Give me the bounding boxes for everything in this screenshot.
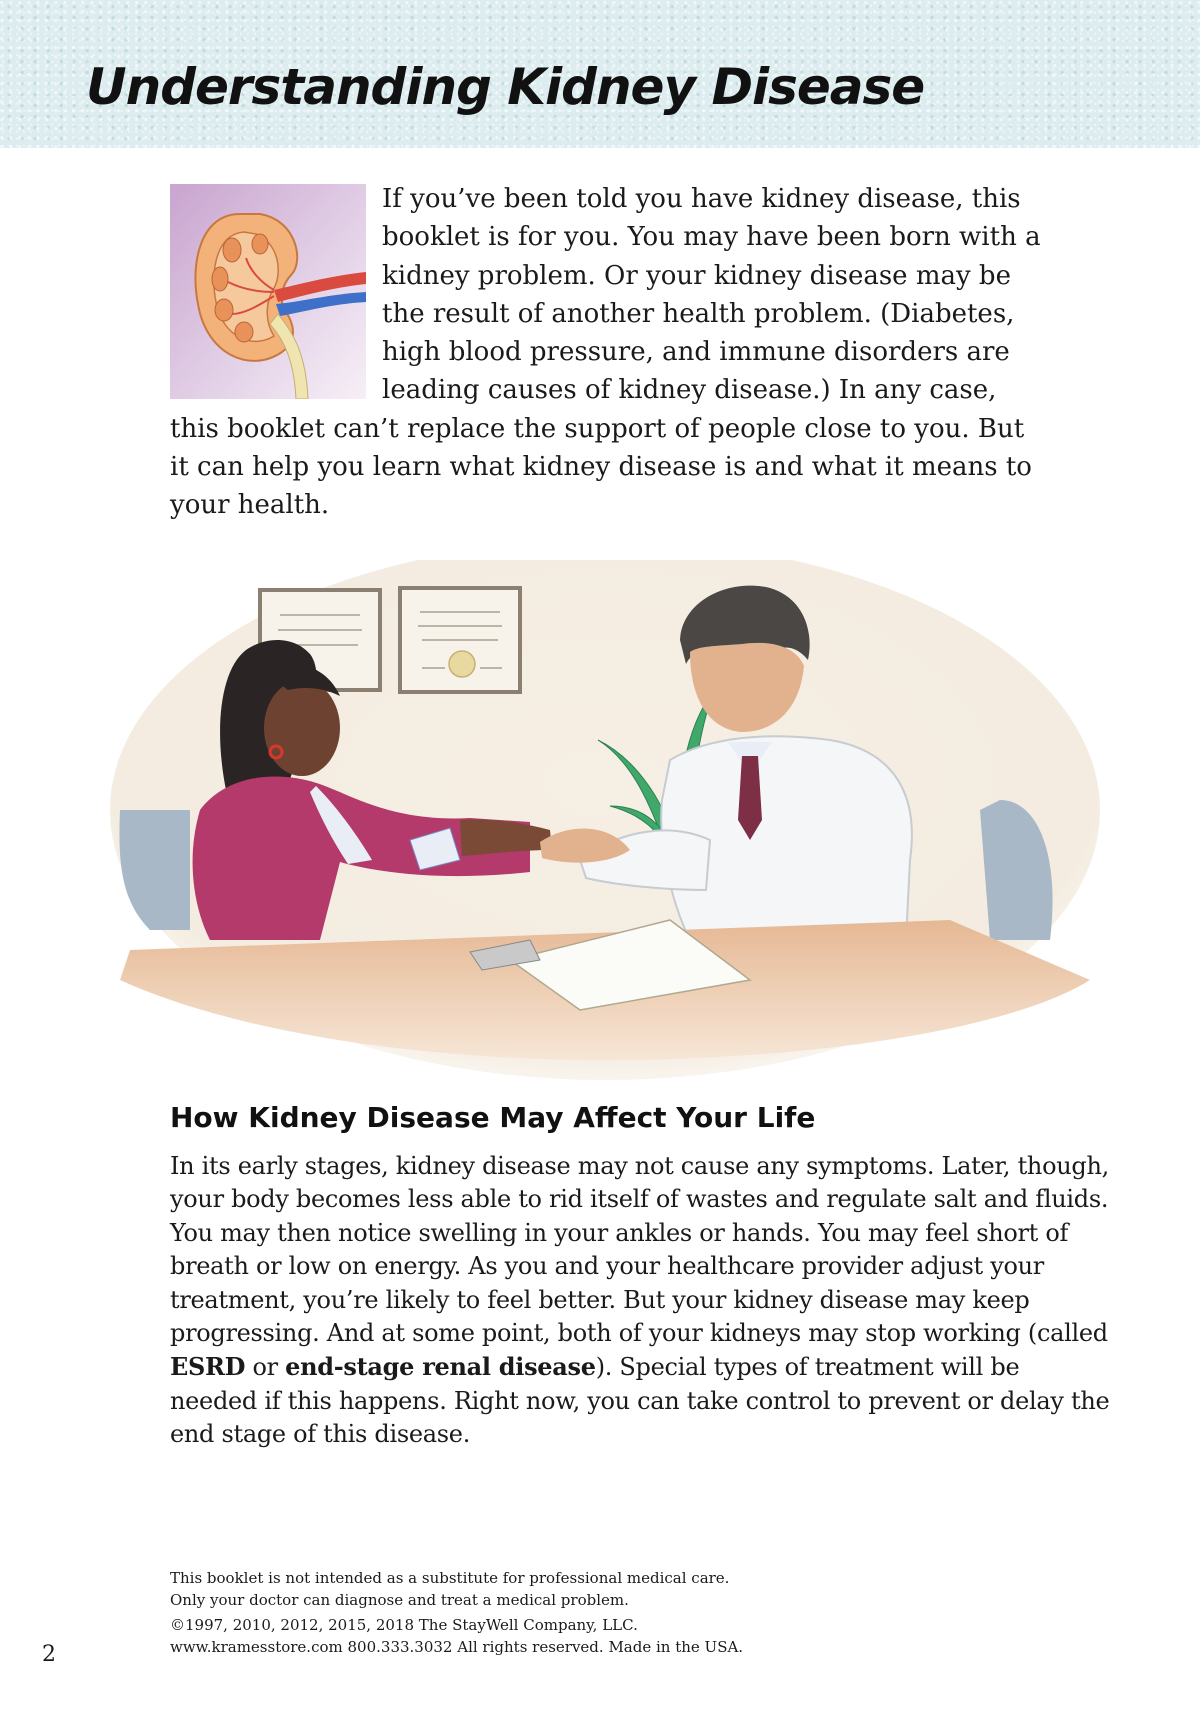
footer <box>170 1568 1070 1658</box>
copyright-line: ©1997, 2010, 2012, 2015, 2018 The StayWell Company, LLC. <box>170 1616 638 1634</box>
section-heading: How Kidney Disease May Affect Your Life <box>170 1101 816 1134</box>
disclaimer-line-2: Only your doctor can diagnose and treat a medical problem. <box>170 1590 629 1609</box>
section-text-1: In its early stages, kidney disease may not cause any symptoms. Later, though, your body becomes less able to rid itself of wastes and regulate salt and fluids. You may then notice swelling in your ankles or hands. You may feel short of breath or low on energy. As you and your healthcare provider adjust your treatment, you’re likely to feel better. But your kidney disease may keep progressing. And at some point, both of your kidneys may stop working (called <box>170 1152 1109 1348</box>
page-title: Understanding Kidney Disease <box>86 58 925 116</box>
doctor-patient-illustration <box>110 560 1100 1080</box>
intro-text: If you’ve been told you have kidney disease, this booklet is for you. You may have been born with a kidney problem. Or your kidney disease may be the result of another health problem. (Diabetes, high blood pressure, and immune disorders are leading causes of kidney disease.) In any case, this booklet can’t replace the support of people close to you. But it can help you learn what kidney disease is and what it means to your health. <box>170 184 1041 521</box>
page-number: 2 <box>42 1642 56 1667</box>
disclaimer-line-1: This booklet is not intended as a substitute for professional medical care. <box>170 1569 730 1587</box>
section-body <box>170 1150 1110 1452</box>
term-end-stage-renal-disease: end-stage renal disease <box>285 1352 596 1382</box>
section-text-3: ). Special types of treatment will be needed if this happens. Right now, you can take control to prevent or delay the end stage of this disease. <box>170 1353 1110 1449</box>
intro-paragraph <box>170 180 1050 525</box>
contact-line: www.kramesstore.com 800.333.3032 All rights reserved. Made in the USA. <box>170 1637 744 1656</box>
section-text-2: or <box>245 1353 286 1382</box>
kidney-illustration <box>170 184 366 399</box>
term-esrd: ESRD <box>170 1352 246 1382</box>
